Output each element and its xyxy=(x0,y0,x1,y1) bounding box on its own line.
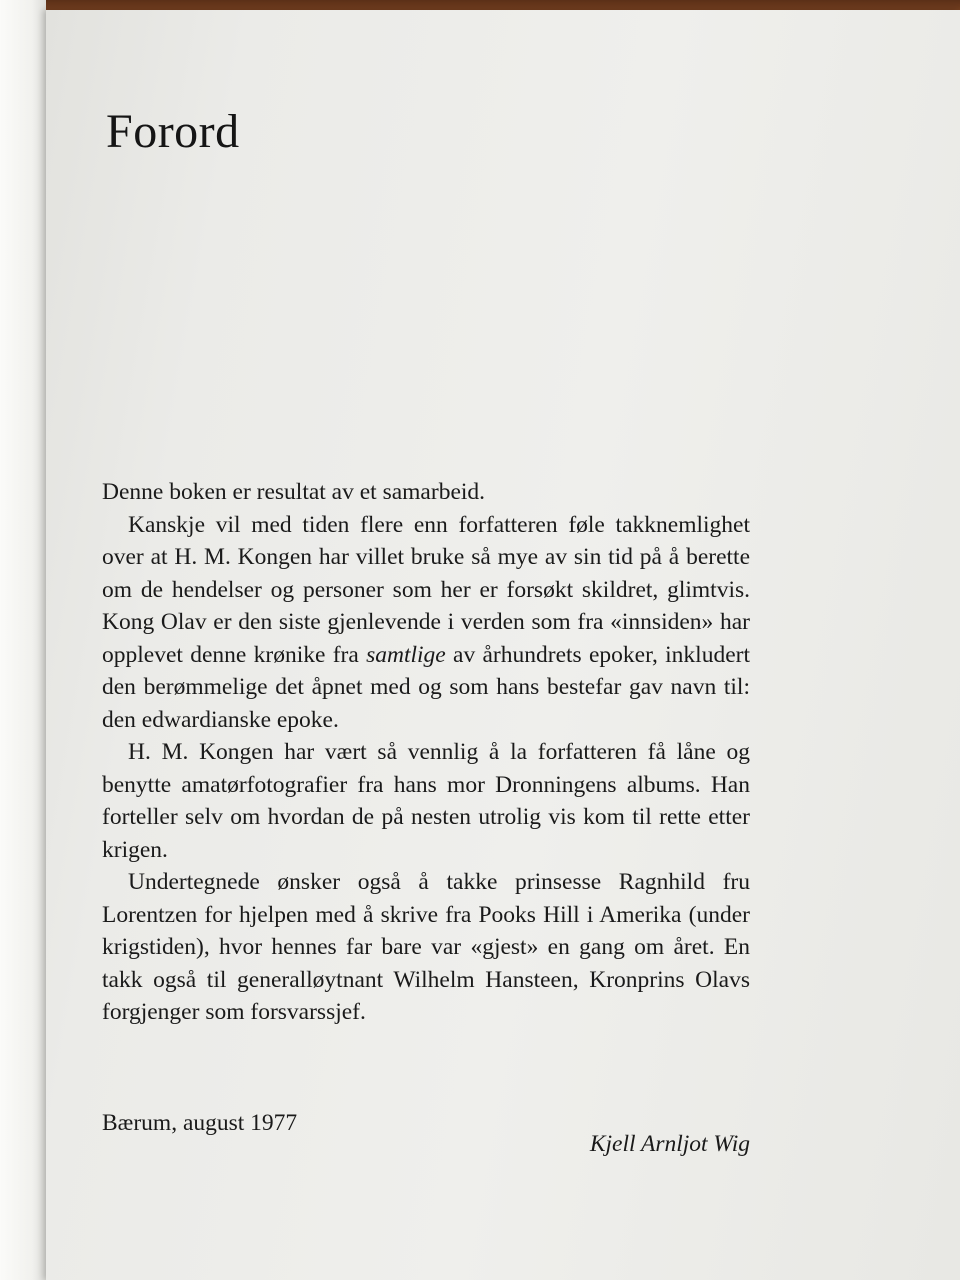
author-signature: Kjell Arnljot Wig xyxy=(589,1131,750,1157)
place-and-date: Bærum, august 1977 xyxy=(102,1110,298,1136)
foreword-text xyxy=(102,476,750,1029)
facing-page-edge xyxy=(0,0,46,1280)
paragraph-2-emphasis: samtlige xyxy=(366,641,446,668)
paragraph-2-start: Kanskje vil med tiden flere enn forfatteren føle takknemlighet over at H. M. Kongen har villet bruke så mye av sin tid på å berette om de hendelser og personer som her er forsøkt skildret, glimtvis. Kong Olav er den siste gjenlevende i verden som fra «innsiden» har opplevet denne krønike fra xyxy=(102,511,750,668)
paragraph-4: Undertegnede ønsker også å takke prinsesse Ragnhild fru Lorentzen for hjelpen med å skrive fra Pooks Hill i Amerika (under krigstiden), hvor hennes far bare var «gjest» en gang om året. En takk også til generalløytnant Wilhelm Hansteen, Kronprins Olavs forgjenger som forsvarssjef. xyxy=(102,869,750,1025)
paragraph-1: Denne boken er resultat av et samarbeid. xyxy=(102,479,486,505)
paragraph-3: H. M. Kongen har vært så vennlig å la forfatteren få låne og benytte amatørfotografier fra hans mor Dronningens albums. Han forteller selv om hvordan de på nesten utrolig vis kom til rette etter krigen. xyxy=(102,739,750,863)
page-title: Forord xyxy=(106,105,240,158)
paragraph-2-end: av århundrets epoker, inkludert den berømmelige det åpnet med og som hans bestefar gav navn til: den edwardianske epoke. xyxy=(102,641,750,733)
paragraph-2 xyxy=(102,509,750,737)
